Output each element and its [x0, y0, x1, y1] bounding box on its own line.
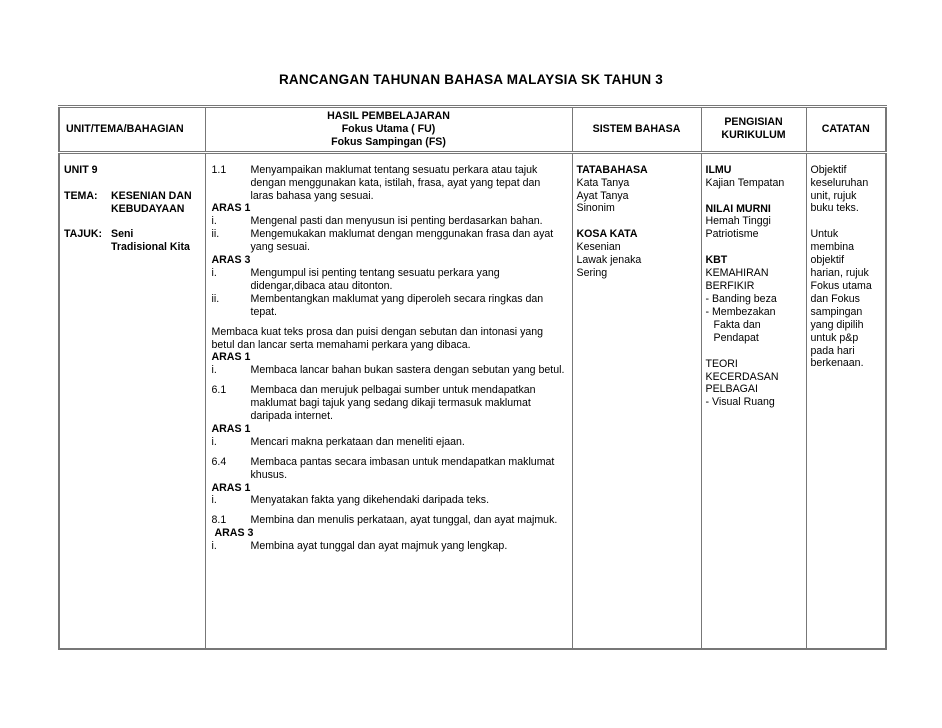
item-text: Menyatakan fakta yang dikehendaki daripada teks. [250, 494, 490, 507]
kbt-item: Pendapat [713, 331, 759, 344]
catatan-line: pada hari [810, 344, 855, 357]
aras-label: ARAS 1 [211, 202, 251, 215]
item-text: Membentangkan maklumat yang diperoleh secara ringkas dan tepat. [250, 292, 544, 318]
hasil-standard-6-4 [212, 456, 566, 482]
catatan-line: membina [810, 241, 855, 254]
catatan-line: dan Fokus [810, 292, 860, 305]
tatabahasa-item: Ayat Tanya [576, 189, 629, 202]
unit-label: UNIT 9 [64, 163, 98, 176]
aras-label: ARAS 1 [211, 481, 251, 494]
header-hasil-line1: HASIL PEMBELAJARAN [327, 110, 450, 122]
header-hasil [205, 107, 572, 153]
kosa-kata-heading: KOSA KATA [576, 228, 638, 241]
nilai-murni-item: Hemah Tinggi [705, 215, 771, 228]
item-number: i. [211, 435, 217, 448]
teori-item: KECERDASAN [705, 370, 779, 383]
kbt-heading: KBT [705, 254, 728, 267]
item-text: Membaca dan merujuk pelbagai sumber untuk mendapatkan maklumat bagi tajuk yang sedang dikaji termasuk maklumat daripada internet. [250, 384, 536, 423]
yearly-plan-table [58, 105, 887, 650]
header-unit: UNIT/TEMA/BAHAGIAN [59, 107, 205, 153]
kbt-item: BERFIKIR [705, 280, 755, 293]
table-row [59, 152, 886, 649]
header-catatan: CATATAN [806, 107, 886, 153]
item-text: Membaca lancar bahan bukan sastera dengan sebutan yang betul. [250, 364, 565, 377]
aras-label: ARAS 3 [214, 527, 254, 540]
sistem-cell [572, 152, 701, 649]
kosa-kata-item: Kesenian [576, 241, 621, 254]
hasil-subitem [212, 267, 566, 293]
document-title: RANCANGAN TAHUNAN BAHASA MALAYSIA SK TAHUN 3 [278, 72, 664, 87]
item-number: ii. [211, 228, 220, 241]
header-sistem: SISTEM BAHASA [572, 107, 701, 153]
hasil-paragraph: Membaca kuat teks prosa dan puisi dengan sebutan dan intonasi yang betul dan lancar serta memahami perkara yang dibaca. [211, 325, 544, 351]
tajuk-value-1: Seni [111, 228, 134, 241]
hasil-subitem [212, 364, 566, 377]
hasil-subitem [212, 494, 566, 507]
hasil-subitem [212, 293, 566, 319]
kbt-item: - Banding beza [705, 292, 777, 305]
ilmu-item: Kajian Tempatan [705, 176, 785, 189]
item-text: Mengemukakan maklumat dengan menggunakan frasa dan ayat yang sesuai. [250, 228, 554, 254]
header-hasil-line2: Fokus Utama ( FU) [341, 122, 436, 135]
ilmu-heading: ILMU [705, 163, 732, 176]
item-number: i. [211, 364, 217, 377]
nilai-murni-item: Patriotisme [705, 228, 759, 241]
header-row [59, 107, 886, 153]
catatan-cell [806, 152, 886, 649]
item-number: i. [211, 266, 217, 279]
catatan-line: untuk p&p [810, 331, 859, 344]
kbt-item: - Membezakan [705, 305, 776, 318]
tajuk-row [64, 228, 201, 241]
item-number: ii. [211, 292, 220, 305]
aras-label: ARAS 1 [211, 351, 251, 364]
tema-row [64, 190, 201, 203]
aras-label: ARAS 1 [211, 422, 251, 435]
catatan-line: Untuk [810, 228, 839, 241]
tema-value-1: KESENIAN DAN [111, 189, 192, 202]
item-text: Menyampaikan maklumat tentang sesuatu perkara atau tajuk dengan menggunakan kata, istilah, frasa, ayat yang tepat dan laras bahasa yang sesuai. [250, 163, 541, 202]
tatabahasa-item: Kata Tanya [576, 176, 630, 189]
item-text: Mengenal pasti dan menyusun isi penting berdasarkan bahan. [250, 215, 543, 228]
kosa-kata-item: Sering [576, 267, 608, 280]
tajuk-label: TAJUK: [64, 228, 103, 241]
item-number: 6.4 [211, 455, 227, 468]
catatan-line: Fokus utama [810, 279, 872, 292]
teori-item: PELBAGAI [705, 383, 758, 396]
catatan-line: yang dipilih [810, 318, 864, 331]
hasil-subitem [212, 436, 566, 449]
hasil-standard-8-1 [212, 514, 566, 527]
kosa-kata-item: Lawak jenaka [576, 254, 642, 267]
hasil-subitem [212, 228, 566, 254]
nilai-murni-heading: NILAI MURNI [705, 202, 771, 215]
item-text: Mencari makna perkataan dan meneliti ejaan. [250, 435, 465, 448]
hasil-cell [205, 152, 572, 649]
item-text: Membina dan menulis perkataan, ayat tunggal, dan ayat majmuk. [250, 514, 558, 527]
catatan-line: Objektif [810, 163, 847, 176]
item-number: i. [211, 540, 217, 553]
catatan-line: objektif [810, 254, 845, 267]
pengisian-cell [701, 152, 806, 649]
kbt-item: KEMAHIRAN [705, 267, 769, 280]
tatabahasa-heading: TATABAHASA [576, 163, 648, 176]
header-pengisian [701, 107, 806, 153]
tajuk-value-2: Tradisional Kita [111, 241, 190, 254]
item-text: Membina ayat tunggal dan ayat majmuk yang lengkap. [250, 540, 508, 553]
hasil-standard-1-1 [212, 164, 566, 203]
hasil-standard-6-1 [212, 384, 566, 423]
hasil-subitem [212, 215, 566, 228]
aras-label: ARAS 3 [211, 254, 251, 267]
item-number: 8.1 [211, 514, 227, 527]
unit-cell [59, 152, 205, 649]
teori-item: - Visual Ruang [705, 396, 775, 409]
header-pengisian-line2: KURIKULUM [721, 129, 786, 142]
kbt-item: Fakta dan [713, 318, 761, 331]
hasil-subitem [212, 540, 566, 553]
catatan-line: keseluruhan [810, 176, 869, 189]
item-number: 1.1 [211, 163, 227, 176]
item-number: 6.1 [211, 384, 227, 397]
item-number: i. [211, 494, 217, 507]
tatabahasa-item: Sinonim [576, 202, 615, 215]
catatan-line: berkenaan. [810, 357, 864, 370]
tema-value-2: KEBUDAYAAN [111, 202, 185, 215]
catatan-line: unit, rujuk [810, 189, 857, 202]
tema-label: TEMA: [64, 189, 98, 202]
header-hasil-line3: Fokus Sampingan (FS) [331, 135, 446, 148]
catatan-line: sampingan [810, 305, 863, 318]
item-number: i. [211, 215, 217, 228]
item-text: Mengumpul isi penting tentang sesuatu perkara yang didengar,dibaca atau ditonton. [250, 266, 500, 292]
catatan-line: buku teks. [810, 202, 859, 215]
header-pengisian-line1: PENGISIAN [724, 116, 783, 129]
item-text: Membaca pantas secara imbasan untuk mendapatkan maklumat khusus. [250, 455, 555, 481]
catatan-line: harian, rujuk [810, 267, 869, 280]
teori-item: TEORI [705, 357, 738, 370]
